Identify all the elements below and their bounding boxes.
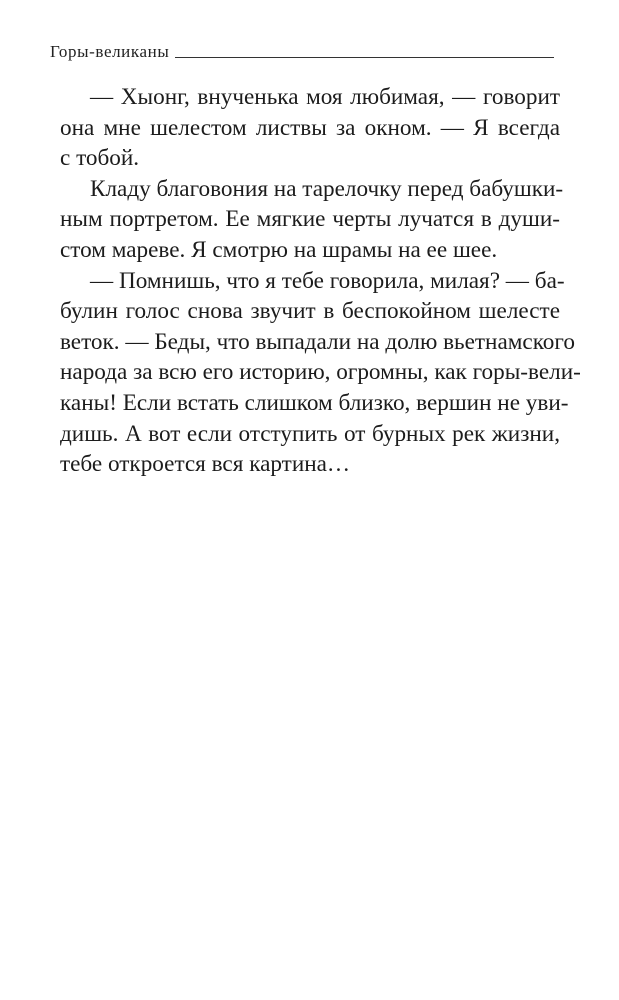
text-line: каны! Если встать слишком близко, вершин не уви- (60, 389, 569, 416)
paragraph (60, 174, 564, 266)
paragraph (60, 266, 581, 480)
text-line: дишь. А вот если отступить от бурных рек жизни, (60, 420, 560, 447)
text-line: веток. — Беды, что выпадали на долю вьетнамского (60, 328, 575, 355)
header-rule (175, 57, 554, 58)
text-line: ным портретом. Ее мягкие черты лучатся в души- (60, 206, 560, 233)
text-line: Кладу благовония на тарелочку перед бабушки- (90, 175, 564, 202)
text-line: она мне шелестом листвы за окном. — Я всегда (60, 114, 560, 141)
text-line: народа за всю его историю, огромны, как горы-вели- (60, 359, 581, 386)
text-line: — Хыонг, внученька моя любимая, — говорит (90, 84, 560, 110)
text-line: — Помнишь, что я тебе говорила, милая? — ба- (90, 267, 565, 294)
text-line: тебе откроется вся картина… (60, 451, 351, 478)
text-line: булин голос снова звучит в беспокойном шелесте (60, 298, 560, 325)
body-text (60, 82, 581, 480)
text-line: с тобой. (60, 145, 140, 172)
paragraph (60, 82, 560, 174)
text-line: стом мареве. Я смотрю на шрамы на ее шее. (60, 236, 498, 263)
running-header-title: Горы-великаны (50, 42, 170, 61)
running-header (50, 42, 554, 62)
